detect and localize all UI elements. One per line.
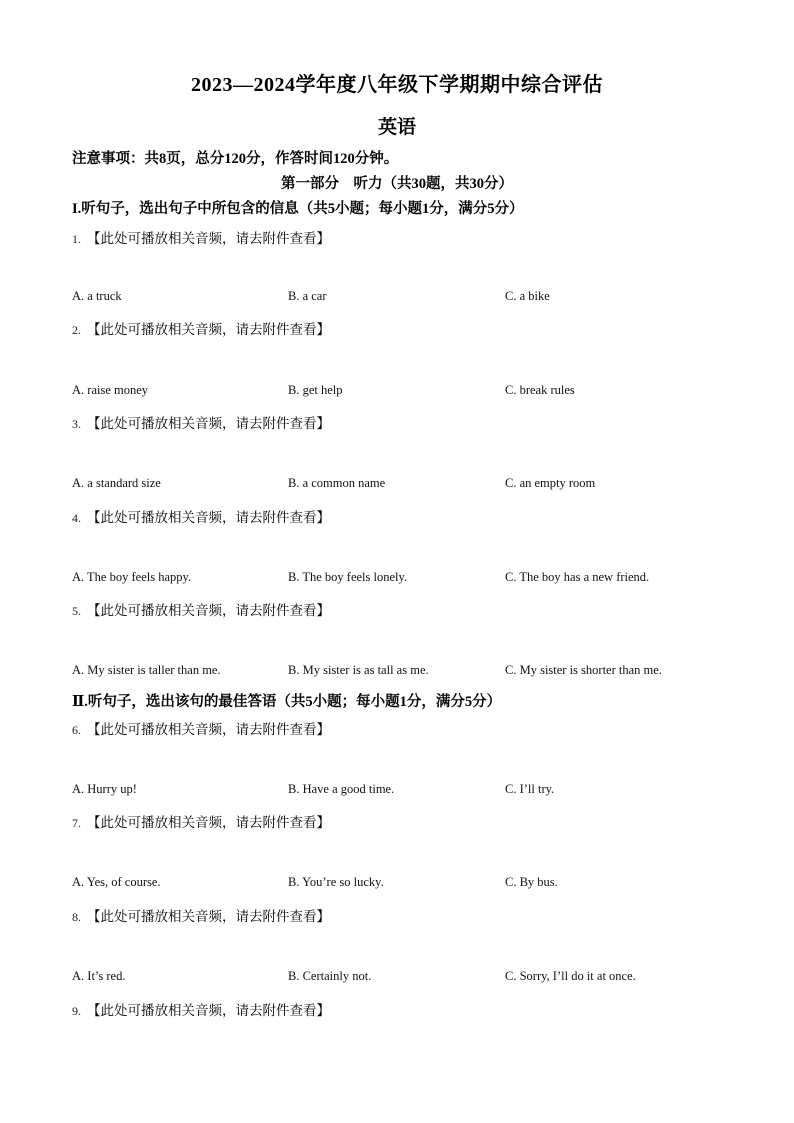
option-a: A. The boy feels happy. bbox=[72, 570, 192, 584]
question-2 bbox=[72, 318, 330, 338]
question-number: 6. bbox=[72, 723, 81, 737]
option-c: C. My sister is shorter than me. bbox=[505, 663, 662, 677]
question-number: 3. bbox=[72, 417, 81, 431]
question-number: 5. bbox=[72, 604, 81, 618]
section-1-heading: I.听句子，选出句子中所包含的信息（共5小题；每小题1分，满分5分） bbox=[72, 201, 524, 217]
section-2-heading: Ⅱ.听句子，选出该句的最佳答语（共5小题；每小题1分，满分5分） bbox=[72, 694, 502, 710]
question-1 bbox=[72, 227, 330, 247]
question-number: 7. bbox=[72, 816, 81, 830]
question-4 bbox=[72, 506, 330, 526]
option-b: B. get help bbox=[288, 383, 343, 397]
option-c: C. By bus. bbox=[505, 875, 558, 889]
audio-note: 【此处可播放相关音频，请去附件查看】 bbox=[87, 909, 330, 924]
option-b: B. a car bbox=[288, 289, 327, 303]
option-b: B. The boy feels lonely. bbox=[288, 570, 408, 584]
option-c: C. a bike bbox=[505, 289, 550, 303]
option-a: A. raise money bbox=[72, 383, 149, 397]
question-8 bbox=[72, 905, 330, 925]
option-c: C. The boy has a new friend. bbox=[505, 570, 650, 584]
option-b: B. a common name bbox=[288, 476, 386, 490]
audio-note: 【此处可播放相关音频，请去附件查看】 bbox=[87, 416, 330, 431]
question-number: 2. bbox=[72, 323, 81, 337]
option-b: B. Have a good time. bbox=[288, 782, 395, 796]
question-number: 9. bbox=[72, 1004, 81, 1018]
part-title: 第一部分 听力（共30题，共30分） bbox=[281, 176, 513, 192]
exam-title: 2023—2024学年度八年级下学期期中综合评估 bbox=[191, 74, 603, 96]
option-c: C. an empty room bbox=[505, 476, 596, 490]
question-9 bbox=[72, 999, 330, 1019]
question-6 bbox=[72, 718, 330, 738]
option-a: A. a standard size bbox=[72, 476, 161, 490]
option-b: B. You’re so lucky. bbox=[288, 875, 384, 889]
option-a: A. Yes, of course. bbox=[72, 875, 161, 889]
option-a: A. It’s red. bbox=[72, 969, 126, 983]
question-7 bbox=[72, 811, 330, 831]
question-number: 4. bbox=[72, 511, 81, 525]
audio-note: 【此处可播放相关音频，请去附件查看】 bbox=[87, 322, 330, 337]
option-c: C. Sorry, I’ll do it at once. bbox=[505, 969, 636, 983]
question-3 bbox=[72, 412, 330, 432]
audio-note: 【此处可播放相关音频，请去附件查看】 bbox=[87, 603, 330, 618]
audio-note: 【此处可播放相关音频，请去附件查看】 bbox=[87, 722, 330, 737]
option-a: A. My sister is taller than me. bbox=[72, 663, 221, 677]
audio-note: 【此处可播放相关音频，请去附件查看】 bbox=[87, 231, 330, 246]
subject-title: 英语 bbox=[377, 117, 416, 138]
audio-note: 【此处可播放相关音频，请去附件查看】 bbox=[87, 1003, 330, 1018]
option-c: C. I’ll try. bbox=[505, 782, 555, 796]
option-b: B. Certainly not. bbox=[288, 969, 372, 983]
question-number: 1. bbox=[72, 232, 81, 246]
question-number: 8. bbox=[72, 910, 81, 924]
question-5 bbox=[72, 599, 330, 619]
option-a: A. Hurry up! bbox=[72, 782, 137, 796]
option-c: C. break rules bbox=[505, 383, 575, 397]
exam-notice: 注意事项：共8页，总分120分，作答时间120分钟。 bbox=[72, 151, 399, 167]
audio-note: 【此处可播放相关音频，请去附件查看】 bbox=[87, 815, 330, 830]
audio-note: 【此处可播放相关音频，请去附件查看】 bbox=[87, 510, 330, 525]
option-a: A. a truck bbox=[72, 289, 122, 303]
option-b: B. My sister is as tall as me. bbox=[288, 663, 429, 677]
